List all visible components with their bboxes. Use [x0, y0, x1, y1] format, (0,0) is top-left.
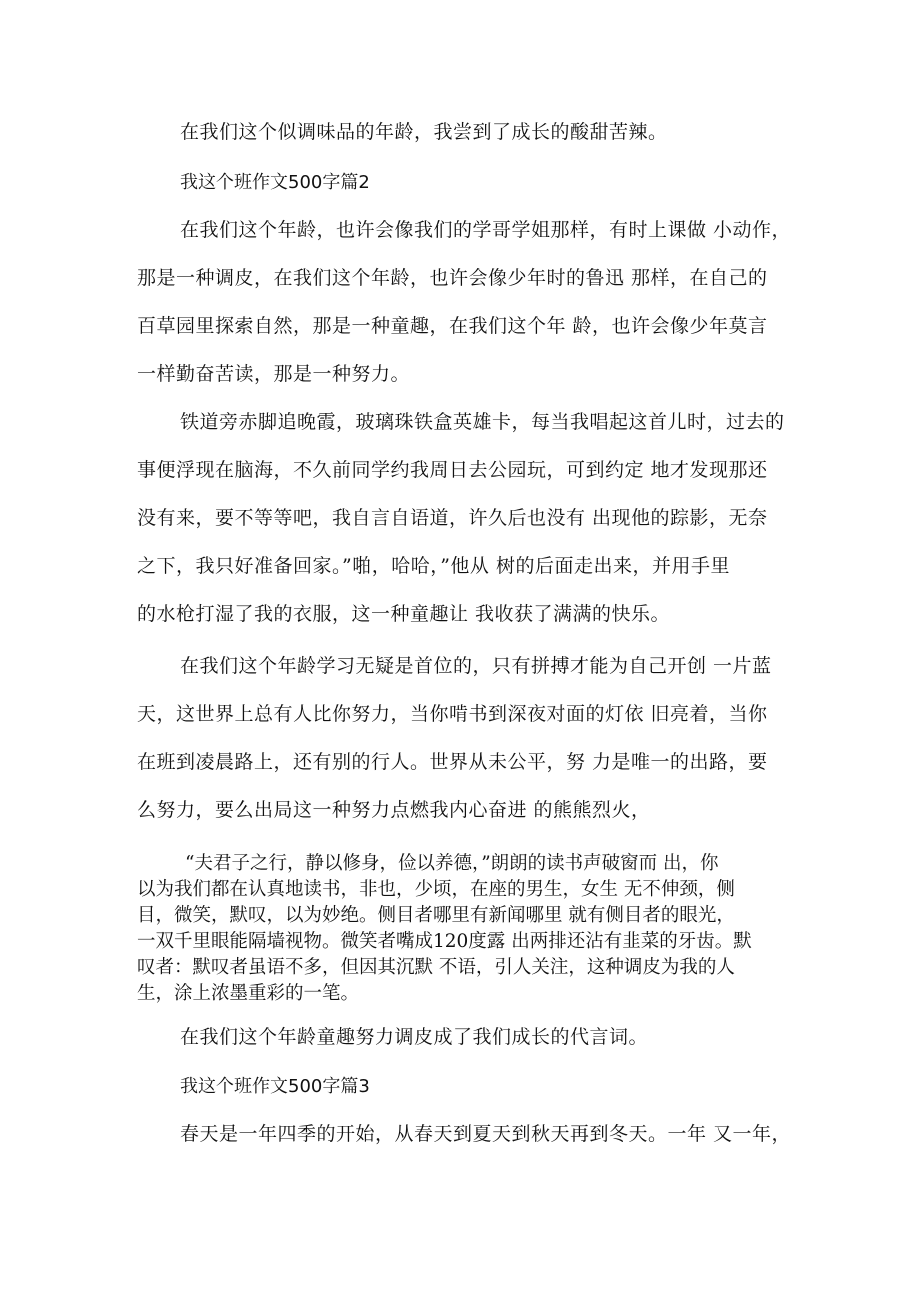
- text-line: 铁道旁赤脚追晚霞，玻璃珠铁盒英雄卡，每当我唱起这首儿时，过去的: [180, 411, 785, 433]
- text-line: 叹者：默叹者虽语不多，但因其沉默 不语，引人关注，这种调皮为我的人: [137, 957, 735, 978]
- text-line: 天，这世界上总有人比你努力，当你啃书到深夜对面的灯依 旧亮着，当你: [137, 703, 768, 725]
- text-line: 么努力，要么出局这一种努力点燃我内心奋进 的熊熊烈火，: [137, 799, 651, 821]
- section-heading: 我这个班作文500字篇3: [180, 1076, 370, 1097]
- text-line: 在我们这个年龄童趣努力调皮成了我们成长的代言词。: [180, 1026, 649, 1048]
- text-line: 没有来，要不等等吧，我自言自语道，许久后也没有 出现他的踪影，无奈: [137, 507, 768, 529]
- text-line: 在班到凌晨路上，还有别的行人。世界从未公平，努 力是唯一的出路，要: [137, 751, 768, 773]
- text-line: 事便浮现在脑海，不久前同学约我周日去公园玩，可到约定 地才发现那还: [137, 459, 768, 481]
- text-line: 一双千里眼能隔墙视物。微笑者嘴成120度露 出两排还沾有韭菜的牙齿。默: [137, 931, 752, 952]
- section-heading: 我这个班作文500字篇2: [180, 172, 370, 193]
- text-line: 以为我们都在认真地读书，非也，少顷，在座的男生，女生 无不伸颈，侧: [137, 879, 735, 900]
- text-line: 百草园里探索自然，那是一种童趣，在我们这个年 龄，也许会像少年莫言: [137, 315, 768, 337]
- text-line: 在我们这个年龄，也许会像我们的学哥学姐那样，有时上课做 小动作，: [180, 219, 792, 241]
- text-line: “夫君子之行，静以修身，俭以养德，”朗朗的读书声破窗而 出，你: [185, 853, 719, 874]
- text-line: 生，涂上浓墨重彩的一笔。: [137, 983, 360, 1004]
- text-line: 那是一种调皮，在我们这个年龄，也许会像少年时的鲁迅 那样，在自己的: [137, 267, 768, 289]
- text-line: 在我们这个似调味品的年龄，我尝到了成长的酸甜苦辣。: [180, 121, 668, 143]
- text-line: 春天是一年四季的开始，从春天到夏天到秋天再到冬天。一年 又一年，: [180, 1123, 792, 1145]
- text-line: 的水枪打湿了我的衣服，这一种童趣让 我收获了满满的快乐。: [137, 603, 671, 625]
- text-line: 在我们这个年龄学习无疑是首位的，只有拼搏才能为自己开创 一片蓝: [180, 655, 772, 677]
- text-line: 一样勤奋苦读，那是一种努力。: [137, 363, 411, 385]
- text-line: 之下，我只好准备回家。”啪，哈哈，”他从 树的后面走出来，并用手里: [137, 555, 730, 577]
- text-line: 目，微笑，默叹，以为妙绝。侧目者哪里有新闻哪里 就有侧目者的眼光，: [137, 905, 735, 926]
